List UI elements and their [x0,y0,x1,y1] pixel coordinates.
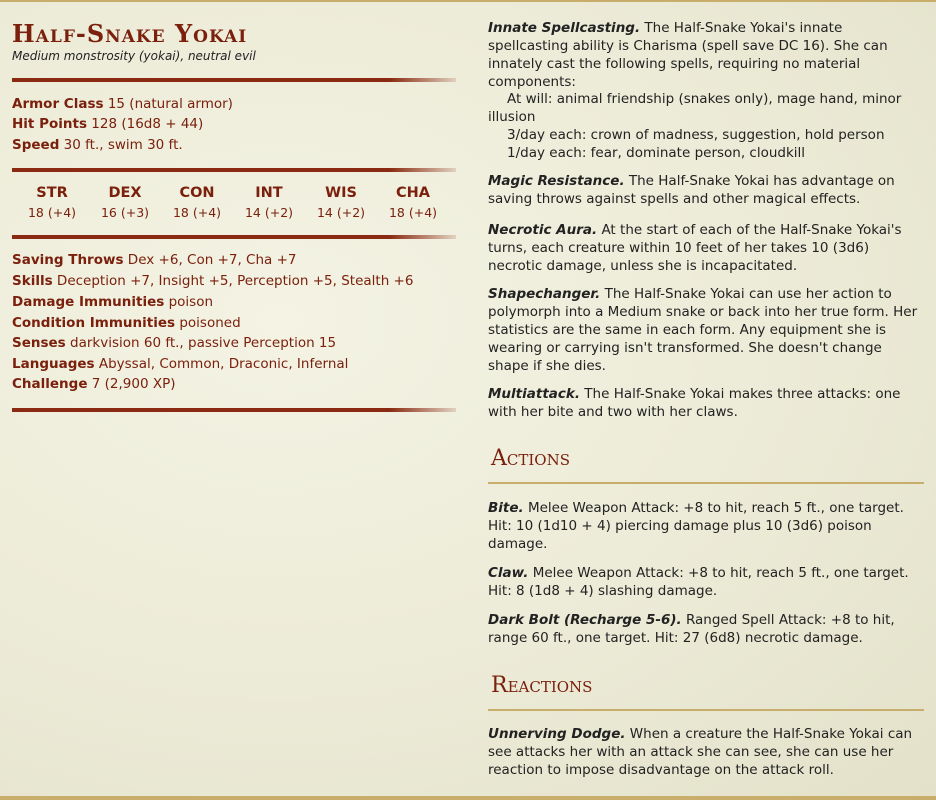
ability-con: CON 18 (+4) [172,185,222,220]
challenge: Challenge 7 (2,900 XP) [12,376,176,392]
trait-magic-resistance: Magic Resistance. The Half-Snake Yokai has advantage on saving throws against spells and other magical effects. [488,173,895,207]
divider [12,78,456,82]
languages: Languages Abyssal, Common, Draconic, Infernal [12,356,349,372]
damage-immunities: Damage Immunities poison [12,294,214,310]
action-bite: Bite. Melee Weapon Attack: +8 to hit, reach 5 ft., one target. Hit: 10 (1d10 + 4) piercing damage plus 10 (3d6) poison damage. [488,500,904,552]
monster-type: Medium monstrosity (yokai), neutral evil [12,49,256,63]
skills: Skills Deception +7, Insight +5, Perception +5, Stealth +6 [12,273,414,289]
spell-1-day: 1/day each: fear, dominate person, cloudkill [507,145,806,161]
ability-str: STR 18 (+4) [27,185,77,220]
heading-underline [488,709,924,711]
divider [12,408,456,412]
spell-3-day: 3/day each: crown of madness, suggestion, hold person [507,127,885,143]
hit-points: Hit Points 128 (16d8 + 44) [12,116,204,132]
divider [12,168,456,172]
trait-innate-spellcasting: Innate Spellcasting. The Half-Snake Yokai's innate spellcasting ability is Charisma (spell save DC 16). She can innately cast the following spells, requiring no material components: [488,20,888,90]
trait-necrotic-aura: Necrotic Aura. At the start of each of the Half-Snake Yokai's turns, each creature within 10 feet of her takes 10 (3d6) necrotic damage, unless she is incapacitated. [488,222,902,274]
divider [12,235,456,239]
ability-dex: DEX 16 (+3) [100,185,150,220]
actions-heading: Actions [491,446,570,471]
speed: Speed 30 ft., swim 30 ft. [12,137,183,153]
action-claw: Claw. Melee Weapon Attack: +8 to hit, reach 5 ft., one target. Hit: 8 (1d8 + 4) slashing damage. [488,565,909,599]
action-dark-bolt: Dark Bolt (Recharge 5-6). Ranged Spell Attack: +8 to hit, range 60 ft., one target. Hit: 27 (6d8) necrotic damage. [488,612,895,646]
armor-class: Armor Class 15 (natural armor) [12,96,233,112]
saving-throws: Saving Throws Dex +6, Con +7, Cha +7 [12,252,297,268]
ability-cha: CHA 18 (+4) [388,185,438,220]
reaction-unnerving-dodge: Unnerving Dodge. When a creature the Half-Snake Yokai can see attacks her with an attack she can see, she can use her reaction to impose disadvantage on the attack roll. [488,726,913,778]
ability-wis: WIS 14 (+2) [316,185,366,220]
trait-multiattack: Multiattack. The Half-Snake Yokai makes three attacks: one with her bite and two with her claws. [488,386,901,420]
monster-name: Half-Snake Yokai [12,19,248,48]
senses: Senses darkvision 60 ft., passive Perception 15 [12,335,337,351]
heading-underline [488,482,924,484]
trait-shapechanger: Shapechanger. The Half-Snake Yokai can use her action to polymorph into a Medium snake or back into her true form. Her statistics are the same in each form. Any equipment she is wearing or carrying isn't transformed. She doesn't change shape if she dies. [488,286,918,374]
condition-immunities: Condition Immunities poisoned [12,315,241,331]
spell-at-will: At will: animal friendship (snakes only), mage hand, minor illusion [488,91,902,125]
reactions-heading: Reactions [491,673,593,698]
ability-int: INT 14 (+2) [244,185,294,220]
